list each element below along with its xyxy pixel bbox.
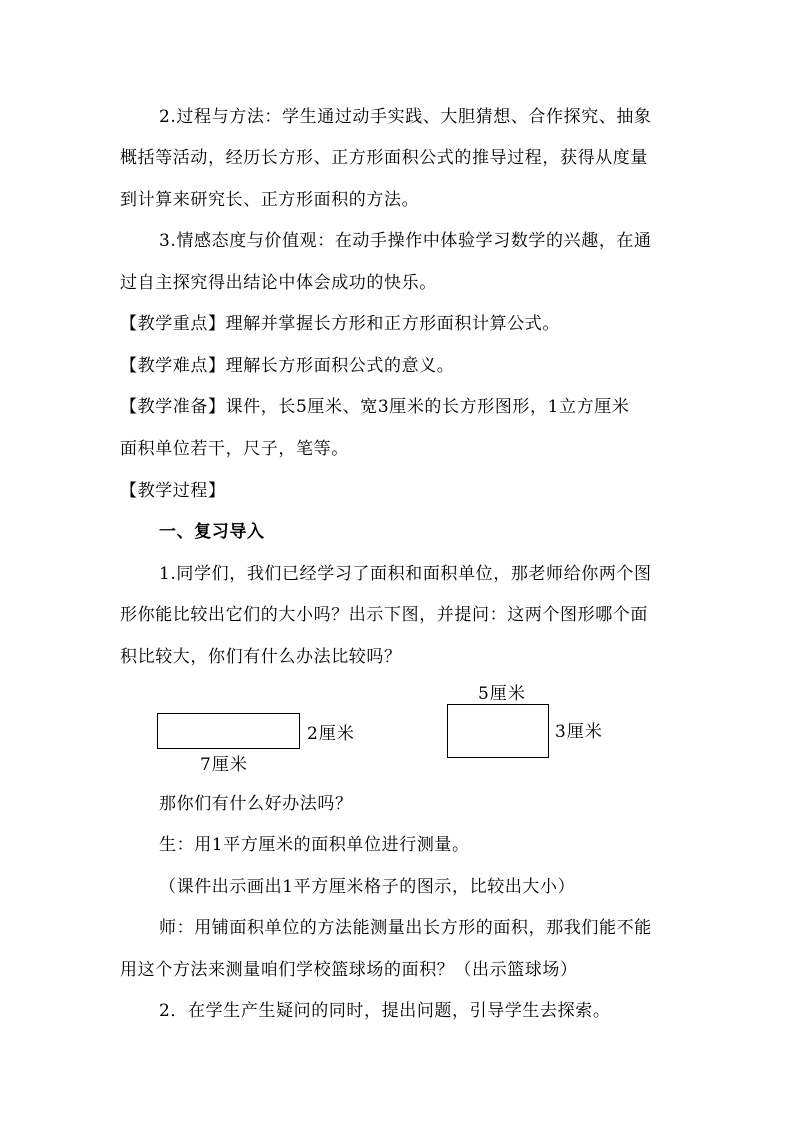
dialog-courseware: （课件出示画出1平方厘米格子的图示，比较出大小）	[159, 877, 576, 897]
key-point: 【教学重点】理解并掌握长方形和正方形面积计算公式。	[120, 314, 560, 334]
rectangle-long-height-label: 2厘米	[307, 724, 355, 744]
rectangle-long	[157, 713, 300, 749]
step-2: 2．在学生产生疑问的同时，提出问题，引导学生去探索。	[159, 1001, 611, 1021]
rectangle-short-width-label: 5厘米	[478, 684, 526, 704]
rectangle-short	[447, 704, 549, 758]
rectangle-long-width-label: 7厘米	[200, 755, 248, 775]
objective-process-line-2: 概括等活动，经历长方形、正方形面积公式的推导过程，获得从度量	[120, 148, 648, 168]
process-heading: 【教学过程】	[120, 481, 226, 501]
preparation-line-2: 面积单位若干，尺子，笔等。	[120, 439, 349, 459]
dialog-teacher-line-1: 师：用铺面积单位的方法能测量出长方形的面积，那我们能不能	[159, 918, 652, 938]
rectangle-short-height-label: 3厘米	[555, 722, 603, 742]
objective-emotion-line-2: 过自主探究得出结论中体会成功的快乐。	[120, 273, 437, 293]
dialog-ask: 那你们有什么好办法吗？	[159, 794, 353, 814]
dialog-student: 生：用1平方厘米的面积单位进行测量。	[159, 835, 470, 855]
section-title: 一、复习导入	[159, 522, 265, 542]
question-line-2: 形你能比较出它们的大小吗？出示下图，并提问：这两个图形哪个面	[120, 605, 648, 625]
difficulty: 【教学难点】理解长方形面积公式的意义。	[120, 356, 455, 376]
dialog-teacher-line-2: 用这个方法来测量咱们学校篮球场的面积？（出示篮球场）	[120, 960, 578, 980]
objective-process-line-1: 2.过程与方法：学生通过动手实践、大胆猜想、合作探究、抽象	[159, 107, 652, 127]
objective-process-line-3: 到计算来研究长、正方形面积的方法。	[120, 190, 420, 210]
question-line-3: 积比较大，你们有什么办法比较吗？	[120, 647, 402, 667]
objective-emotion-line-1: 3.情感态度与价值观：在动手操作中体验学习数学的兴趣，在通	[159, 231, 652, 251]
preparation-line-1: 【教学准备】课件，长5厘米、宽3厘米的长方形图形，1立方厘米	[120, 397, 630, 417]
question-line-1: 1.同学们，我们已经学习了面积和面积单位，那老师给你两个图	[159, 564, 652, 584]
